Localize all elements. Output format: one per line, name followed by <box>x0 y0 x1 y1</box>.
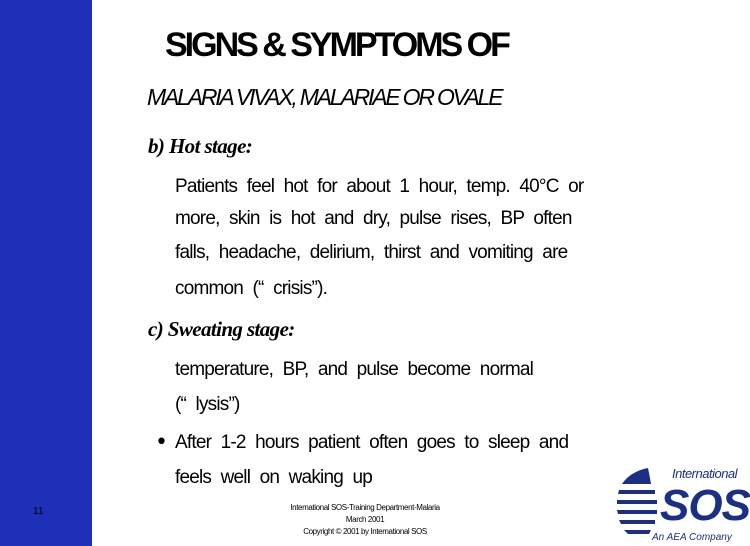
footer-line: March 2001 <box>345 515 385 524</box>
bullet-text-line: feels well on waking up <box>175 467 372 488</box>
hot-stage-text-line: more, skin is hot and dry, pulse rises, BP often <box>175 208 572 229</box>
hot-stage-heading: b) Hot stage: <box>148 134 253 158</box>
slide-title-line1: SIGNS & SYMPTOMS OF <box>165 26 508 64</box>
logo-tagline: An AEA Company <box>652 532 732 543</box>
footer-line: International SOS-Training Department-Malaria <box>290 503 440 512</box>
page-number: 11 <box>33 506 44 517</box>
hot-stage-text-line: common (“ crisis”). <box>175 278 328 299</box>
logo-international-text: International <box>672 466 738 481</box>
hot-stage-text-line: Patients feel hot for about 1 hour, temp. 40°C or <box>175 176 584 197</box>
sweating-stage-text-line: temperature, BP, and pulse become normal <box>175 359 534 380</box>
bullet-text-line: After 1-2 hours patient often goes to sleep and <box>175 432 569 453</box>
hot-stage-text-line: falls, headache, delirium, thirst and vomiting are <box>175 242 568 263</box>
left-sidebar-bar <box>0 0 92 546</box>
slide-title-line2: MALARIA VIVAX, MALARIAE OR OVALE <box>147 84 502 110</box>
sweating-stage-text-line: (“ lysis”) <box>175 394 240 415</box>
bullet-marker: • <box>155 430 168 455</box>
sweating-stage-heading: c) Sweating stage: <box>148 317 295 341</box>
footer-line: Copyright © 2001 by International SOS <box>303 527 427 536</box>
logo-sos-text: SOS <box>660 481 750 530</box>
